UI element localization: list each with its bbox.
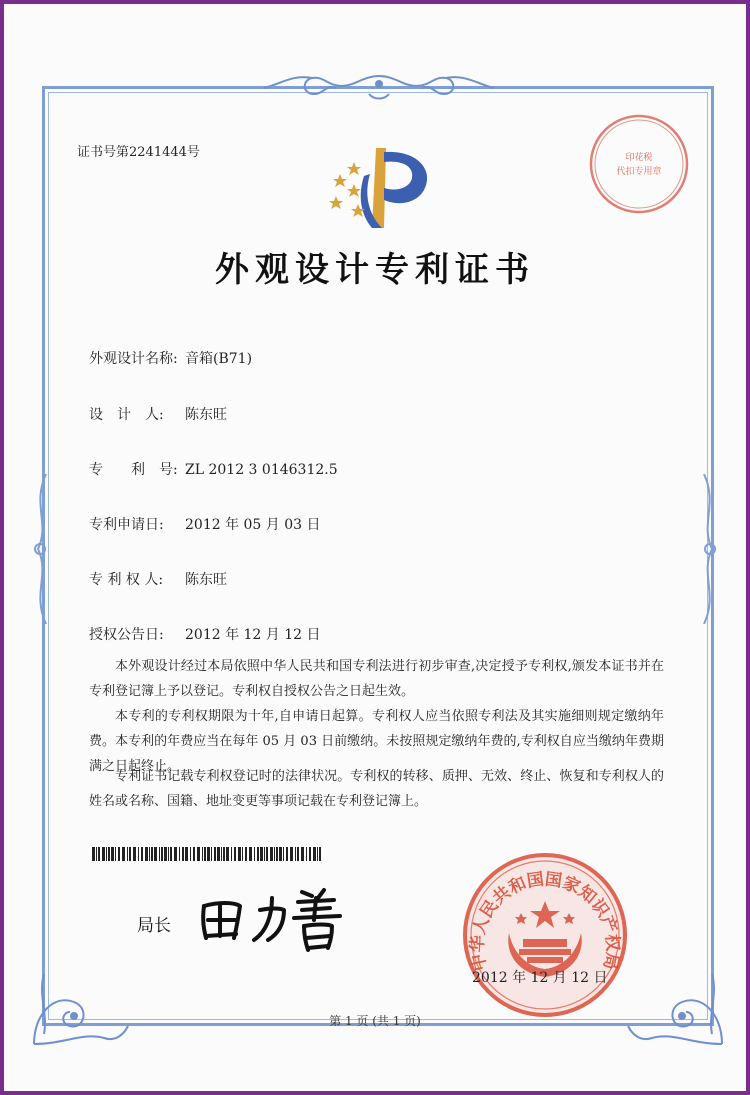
left-ornament-icon: [28, 474, 54, 624]
bottom-right-ornament-icon: [622, 954, 732, 1054]
svg-text:代扣专用章: 代扣专用章: [616, 167, 662, 177]
field-value: 音箱(B71): [185, 351, 253, 367]
barcode: [92, 847, 324, 861]
field-announcement-date: [89, 624, 321, 644]
paragraph-legal-status: 专利证书记载专利权登记时的法律状况。专利权的转移、质押、无效、终止、恢复和专利权人的姓名或名称、国籍、地址变更等事项记载在专利登记簿上。: [89, 769, 664, 809]
field-value: 2012 年 05 月 03 日: [185, 517, 321, 533]
field-patentee: [89, 569, 227, 589]
field-value: 陈东旺: [185, 407, 227, 423]
field-label: 专利申请日:: [89, 517, 164, 533]
paragraph-grant: 本外观设计经过本局依照中华人民共和国专利法进行初步审查,决定授予专利权,颁发本证书并在专利登记簿上予以登记。专利权自授权公告之日起生效。: [89, 659, 664, 699]
tax-stamp-seal: [587, 112, 691, 216]
paragraph-term: 本专利的专利权期限为十年,自申请日起算。专利权人应当依照专利法及其实施细则规定缴纳年费。本专利的年费应当在每年 05 月 03 日前缴纳。未按照规定缴纳年费的,专利权自应当缴纳年费期满之日起终止。: [89, 709, 664, 774]
field-value: 陈东旺: [185, 572, 227, 588]
field-designer: [89, 404, 227, 424]
field-application-date: [89, 514, 321, 534]
field-value: ZL 2012 3 0146312.5: [185, 462, 338, 478]
field-label: 专 利 号:: [89, 462, 178, 478]
field-label: 授权公告日:: [89, 627, 164, 643]
field-label: 设 计 人:: [89, 407, 164, 423]
field-design-name: [89, 348, 252, 368]
field-value: 2012 年 12 月 12 日: [185, 627, 321, 643]
field-patent-number: [89, 459, 338, 479]
bottom-left-ornament-icon: [24, 954, 134, 1054]
certificate-sheet: [4, 4, 746, 1091]
issue-date: 2012 年 12 月 12 日: [472, 970, 608, 986]
page-title: 外观设计专利证书: [215, 250, 535, 290]
certificate-number: 证书号第2241444号: [77, 145, 200, 160]
page-indicator: 第 1 页 (共 1 页): [329, 1014, 421, 1028]
top-ornament-icon: [254, 70, 504, 106]
seal-text: 中华人民共和国国家知识产权局: [467, 869, 623, 973]
right-ornament-icon: [696, 474, 722, 624]
director-signature: [194, 876, 364, 956]
director-label: 局长: [137, 916, 171, 936]
field-label: 专 利 权 人:: [89, 572, 164, 588]
field-label: 外观设计名称:: [89, 351, 178, 367]
patent-office-logo-icon: [324, 144, 436, 236]
svg-text:印花税: 印花税: [625, 153, 653, 163]
official-seal: [459, 849, 631, 1021]
